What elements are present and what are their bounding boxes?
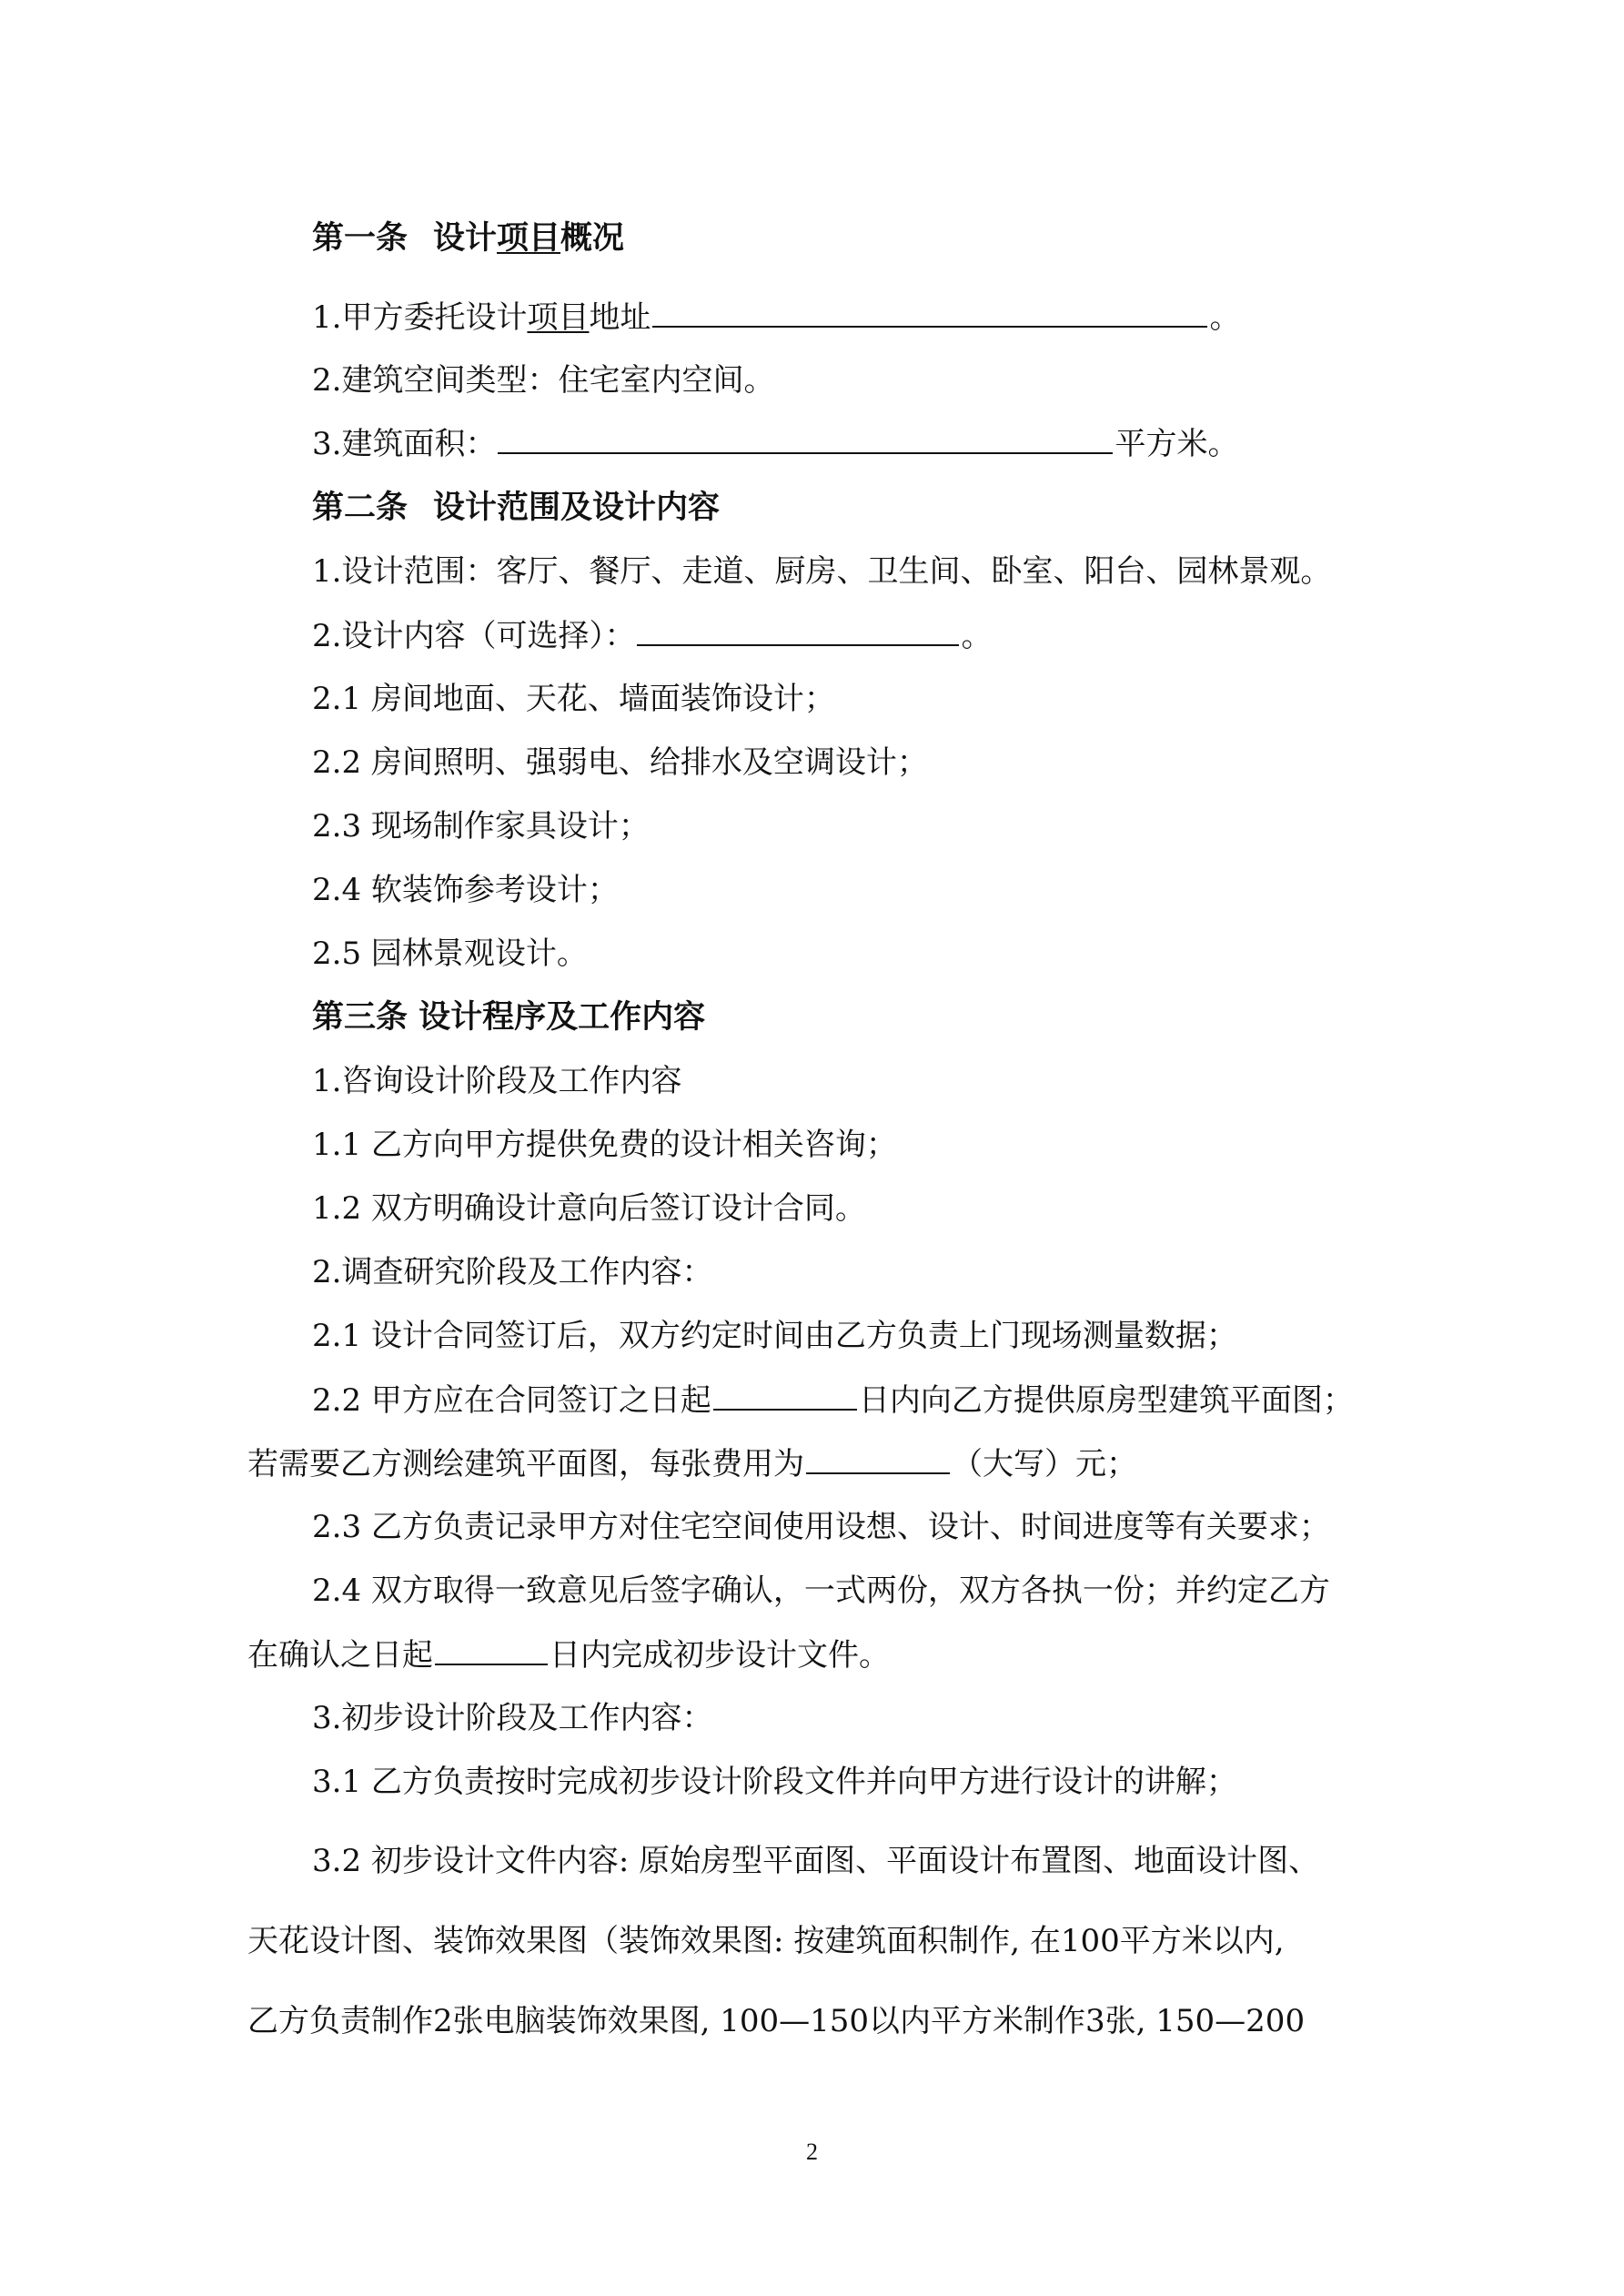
article-1-item-1 bbox=[0, 295, 1624, 339]
article-3-clause-2-2 bbox=[0, 1378, 1624, 1422]
clause-text: 2.2 甲方应在合同签订之日起 bbox=[312, 1382, 711, 1419]
article-2-sub-2: 2.2 房间照明、强弱电、给排水及空调设计； bbox=[312, 744, 928, 781]
article-3-clause-2-4-cont bbox=[0, 1633, 1624, 1677]
clause-text: 。 bbox=[1209, 299, 1241, 336]
article-3-clause-3-2: 3.2 初步设计文件内容: 原始房型平面图、平面设计布置图、地面设计图、 bbox=[312, 1843, 1320, 1879]
article-2-item-1: 1.设计范围：客厅、餐厅、走道、厨房、卫生间、卧室、阳台、园林景观。 bbox=[312, 553, 1332, 590]
clause-text: 1.甲方委托设计 bbox=[312, 299, 528, 336]
clause-text: 2.设计内容（可选择）： bbox=[312, 618, 636, 654]
days-blank[interactable] bbox=[713, 1378, 857, 1411]
article-3-clause-2-2-cont bbox=[0, 1441, 1624, 1486]
article-3-clause-2-1: 2.1 设计合同签订后，双方约定时间由乙方负责上门现场测量数据； bbox=[312, 1318, 1237, 1354]
article-2-item-2 bbox=[0, 613, 1624, 658]
clause-text: （大写）元； bbox=[952, 1446, 1137, 1482]
heading-underlined-text: 项目 bbox=[497, 219, 561, 257]
heading-text: 设计 bbox=[433, 219, 498, 257]
article-3-section-3: 3.初步设计阶段及工作内容： bbox=[312, 1700, 713, 1736]
article-3-clause-1-1: 1.1 乙方向甲方提供免费的设计相关咨询； bbox=[312, 1127, 897, 1163]
address-blank[interactable] bbox=[652, 295, 1207, 328]
page-number: 2 bbox=[806, 2139, 818, 2165]
clause-text: 若需要乙方测绘建筑平面图，每张费用为 bbox=[247, 1446, 804, 1482]
article-1-heading bbox=[0, 217, 1624, 260]
article-number: 第一条 bbox=[312, 219, 409, 257]
article-1-item-3 bbox=[0, 421, 1624, 466]
article-3-clause-3-2-cont-2: 乙方负责制作2张电脑装饰效果图, 100—150以内平方米制作3张, 150—200 bbox=[247, 2003, 1306, 2039]
article-3-clause-2-3: 2.3 乙方负责记录甲方对住宅空间使用设想、设计、时间进度等有关要求； bbox=[312, 1509, 1330, 1545]
article-number: 第二条 bbox=[312, 489, 409, 526]
article-2-heading bbox=[0, 486, 1624, 530]
article-3-clause-1-2: 1.2 双方明确设计意向后签订设计合同。 bbox=[312, 1190, 866, 1227]
article-3-section-2: 2.调查研究阶段及工作内容： bbox=[312, 1254, 713, 1290]
article-2-sub-4: 2.4 软装饰参考设计； bbox=[312, 872, 619, 908]
article-1-item-2: 2.建筑空间类型：住宅室内空间。 bbox=[312, 362, 775, 399]
days-blank[interactable] bbox=[435, 1633, 548, 1665]
design-content-blank[interactable] bbox=[637, 613, 959, 646]
clause-text: 。 bbox=[961, 618, 993, 654]
article-3-heading: 第三条 设计程序及工作内容 bbox=[312, 998, 706, 1036]
heading-text: 概况 bbox=[560, 219, 625, 257]
clause-text: 日内完成初步设计文件。 bbox=[550, 1637, 890, 1674]
clause-text: 在确认之日起 bbox=[247, 1637, 433, 1674]
clause-text: 平方米。 bbox=[1115, 426, 1239, 462]
article-3-clause-3-1: 3.1 乙方负责按时完成初步设计阶段文件并向甲方进行设计的讲解； bbox=[312, 1764, 1237, 1800]
clause-text: 3.建筑面积： bbox=[312, 426, 497, 462]
heading-text: 设计范围及设计内容 bbox=[433, 489, 721, 526]
area-blank[interactable] bbox=[498, 421, 1113, 454]
article-2-sub-1: 2.1 房间地面、天花、墙面装饰设计； bbox=[312, 681, 835, 717]
article-3-clause-3-2-cont-1: 天花设计图、装饰效果图（装饰效果图: 按建筑面积制作, 在100平方米以内, bbox=[247, 1923, 1285, 1959]
clause-text: 地址 bbox=[589, 299, 651, 336]
fee-blank[interactable] bbox=[806, 1441, 950, 1474]
article-3-clause-2-4: 2.4 双方取得一致意见后签字确认，一式两份，双方各执一份；并约定乙方 bbox=[312, 1573, 1330, 1609]
underlined-text: 项目 bbox=[527, 299, 590, 336]
clause-text: 日内向乙方提供原房型建筑平面图； bbox=[858, 1382, 1354, 1419]
article-2-sub-5: 2.5 园林景观设计。 bbox=[312, 936, 588, 972]
article-2-sub-3: 2.3 现场制作家具设计； bbox=[312, 808, 650, 845]
article-3-section-1: 1.咨询设计阶段及工作内容 bbox=[312, 1063, 682, 1099]
